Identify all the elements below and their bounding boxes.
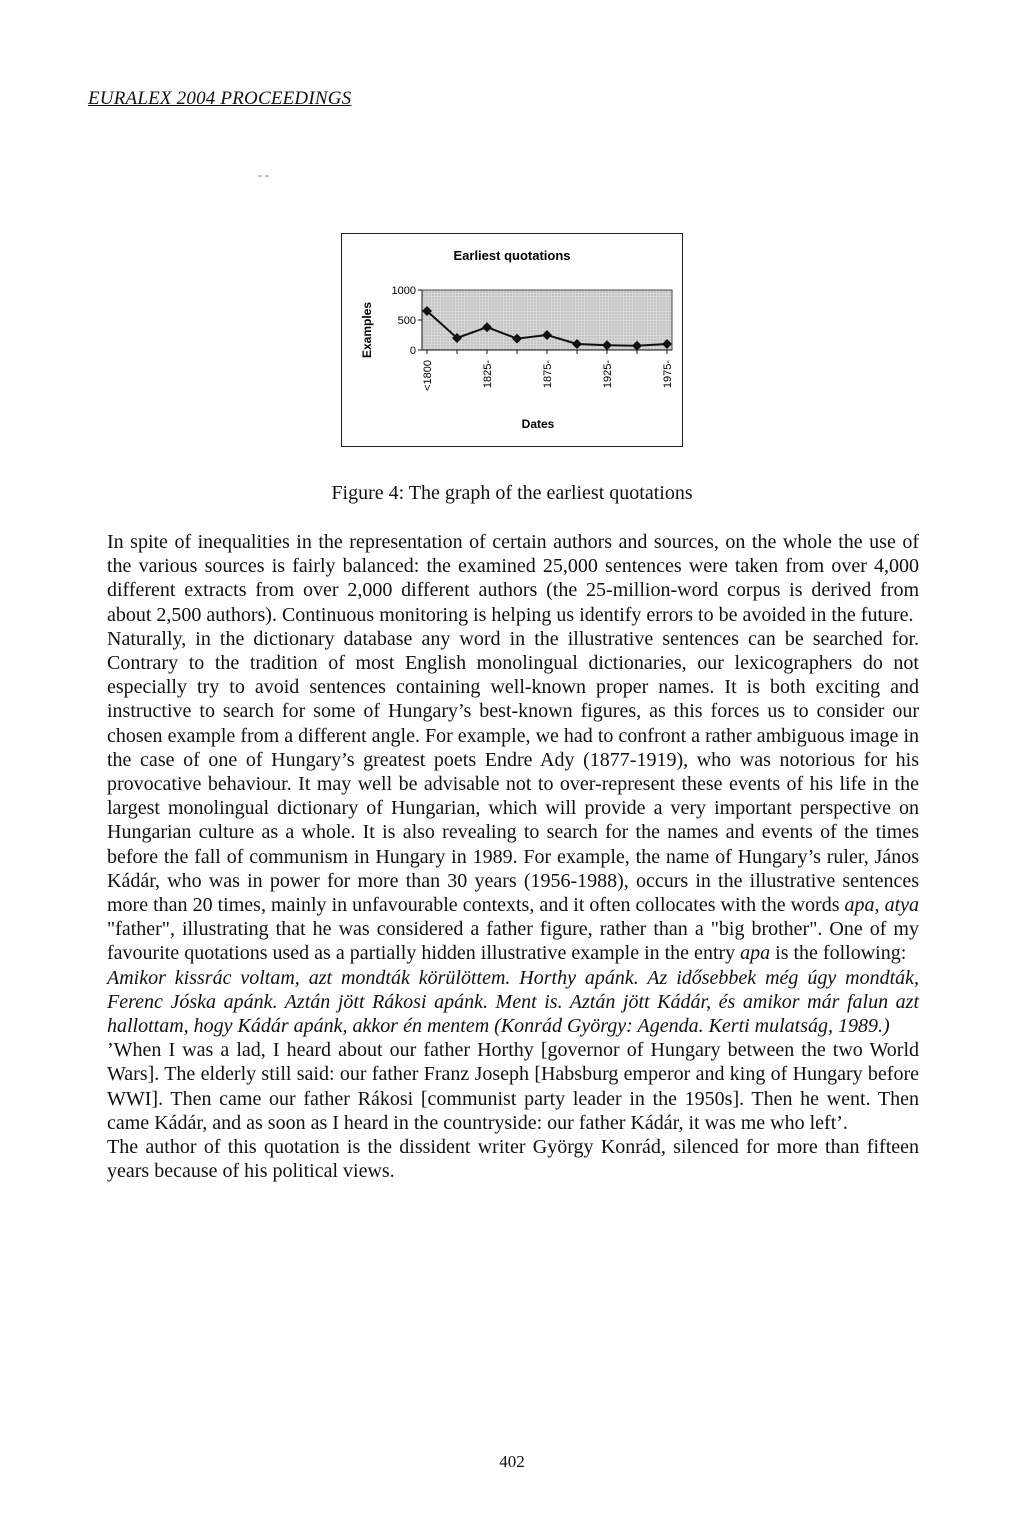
y-tick-label: 0 (409, 345, 416, 357)
paragraph-2-end: is the following: (770, 942, 907, 965)
x-axis-label: Dates (521, 417, 555, 431)
closing-paragraph: The author of this quotation is the dissident writer György Konrád, silenced for more than fifteen years because of his political views. (107, 1136, 919, 1183)
page-number: 402 (499, 1452, 525, 1471)
body-text (107, 530, 919, 1183)
paragraph-2-continuation: "father", illustrating that he was considered a father figure, rather than a "big brother". One of my favourite quotations used as a partially hidden illustrative example in the entry (107, 918, 919, 965)
plot-area (392, 285, 674, 391)
figure-chart (341, 233, 683, 447)
x-tick-label: <1800 (422, 360, 434, 391)
y-tick-label: 1000 (391, 285, 416, 297)
paragraph-2 (107, 627, 919, 966)
scan-mark: - - (258, 168, 269, 182)
plot-background (422, 290, 672, 350)
y-axis-label: Examples (360, 301, 374, 359)
x-tick-label: 1975- (662, 360, 674, 389)
chart-title: Earliest quotations (453, 248, 571, 263)
quotation-english: ’When I was a lad, I heard about our father Horthy [governor of Hungary between the two World Wars]. The elderly still said: our father Franz Joseph [Habsburg emperor and king of Hungary before WWI]. Then came our father Rákosi [communist party leader in the 1950s]. Then he went. Then came Kádár, and as soon as I heard in the countryside: our father Kádár, it was me who left’. (107, 1039, 919, 1134)
quotation-hungarian: Amikor kissrác voltam, azt mondták körülöttem. Horthy apánk. Az idősebbek még úgy mondták, Ferenc Jóska apánk. Aztán jött Rákosi apánk. Ment is. Aztán jött Kádár, és amikor már falun azt hallottam, hogy Kádár apánk, akkor én mentem (Konrád György: Agenda. Kerti mulatság, 1989.) (107, 966, 919, 1038)
chart-svg (342, 234, 682, 446)
running-header: EURALEX 2004 PROCEEDINGS (88, 88, 352, 109)
term-apa-atya: apa, atya (844, 894, 920, 917)
figure-caption: Figure 4: The graph of the earliest quotations (331, 482, 693, 504)
y-tick-label: 500 (397, 315, 416, 327)
paragraph-1: In spite of inequalities in the representation of certain authors and sources, on the whole the use of the various sources is fairly balanced: the examined 25,000 sentences were taken from over 4,000 different extracts from over 2,000 different authors (the 25-million-word corpus is derived from about 2,500 authors). Continuous monitoring is helping us identify errors to be avoided in the future. (107, 531, 919, 626)
x-tick-label: 1925- (602, 360, 614, 389)
paragraph-2-text: Naturally, in the dictionary database any word in the illustrative sentences can be searched for. Contrary to the tradition of most English monolingual dictionaries, our lexicographers do not especially try to avoid sentences containing well-known proper names. It is both exciting and instructive to search for some of Hungary’s best-known figures, as this forces us to consider our chosen example from a different angle. For example, we had to confront a rather ambiguous image in the case of one of Hungary’s greatest poets Endre Ady (1877-1919), who was notorious for his provocative behaviour. It may well be advisable not to over-represent these events of his life in the largest monolingual dictionary of Hungarian, which will provide a very important perspective on Hungarian culture as a whole. It is also revealing to search for the names and events of the times before the fall of communism in Hungary in 1989. For example, the name of Hungary’s ruler, János Kádár, who was in power for more than 30 years (1956-1988), occurs in the illustrative sentences more than 20 times, mainly in unfavourable contexts, and it often collocates with the words (107, 627, 919, 917)
x-tick-label: 1875- (542, 360, 554, 389)
x-tick-label: 1825- (482, 360, 494, 389)
term-apa: apa (740, 942, 771, 965)
